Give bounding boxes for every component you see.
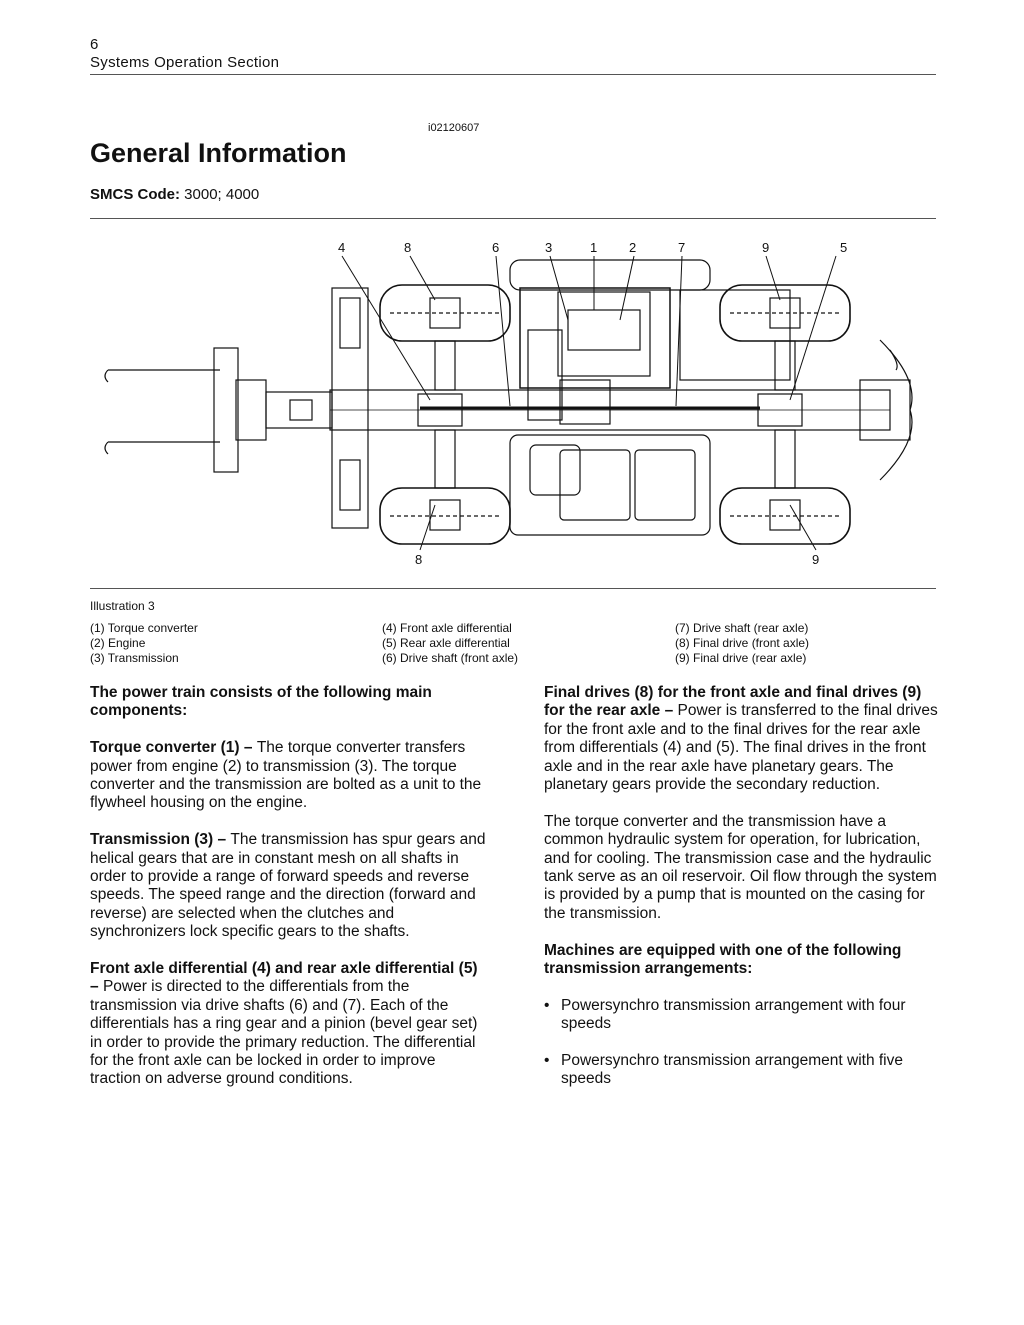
paragraph-heading: Final drives (8) for the front axle and final drives (9) for the rear axle bbox=[544, 684, 922, 720]
powertrain-illustration bbox=[90, 230, 936, 580]
page-number: 6 bbox=[90, 36, 99, 53]
legend-item: (2) Engine bbox=[90, 636, 146, 650]
section-title: Systems Operation Section bbox=[90, 54, 280, 71]
paragraph-torque-converter: Torque converter (1) – The torque converter transfers power from engine (2) to transmission (3). The torque converter and the transmission are bolted as a unit to the flywheel housing on the engine. bbox=[90, 739, 482, 812]
legend-column-2 bbox=[382, 621, 662, 666]
callout-7: 7 bbox=[678, 240, 686, 255]
smcs-label: SMCS Code: bbox=[90, 186, 180, 203]
callout-9-top: 9 bbox=[762, 240, 770, 255]
legend-item: (9) Final drive (rear axle) bbox=[675, 651, 807, 665]
title-divider bbox=[90, 218, 936, 219]
paragraph-heading: Torque converter (1) bbox=[90, 739, 240, 757]
legend-column-1 bbox=[90, 621, 370, 666]
callout-9-bottom: 9 bbox=[812, 552, 820, 567]
callout-3: 3 bbox=[545, 240, 553, 255]
smcs-code bbox=[90, 186, 259, 203]
illustration-label: Illustration 3 bbox=[90, 599, 155, 613]
paragraph-heading: Transmission (3) bbox=[90, 831, 214, 849]
callout-2: 2 bbox=[629, 240, 637, 255]
illustration-divider bbox=[90, 588, 936, 589]
transmission-arrangement-list bbox=[544, 997, 940, 1089]
callout-5: 5 bbox=[840, 240, 848, 255]
header-divider bbox=[90, 74, 936, 75]
legend-item: (4) Front axle differential bbox=[382, 621, 512, 635]
list-item: • Powersynchro transmission arrangement with five speeds bbox=[544, 1052, 903, 1088]
bullet-icon: • bbox=[544, 996, 550, 1014]
document-id: i02120607 bbox=[428, 122, 480, 134]
paragraph-hydraulic-system: The torque converter and the transmission have a common hydraulic system for operation, for lubrication, and for cooling. The transmission case and the hydraulic tank serve as an oil reservoir. Oil flow through the system is provided by a pump that is mounted on the casing for the transmission. bbox=[544, 812, 937, 922]
operator-cab bbox=[510, 435, 710, 535]
legend-item: (8) Final drive (front axle) bbox=[675, 636, 810, 650]
legend-item: (5) Rear axle differential bbox=[382, 636, 510, 650]
paragraph-transmission: Transmission (3) – The transmission has spur gears and helical gears that are in constant mesh on all shafts in order to provide a range of forward speeds and reverse speeds. The speed range and the direction (forward and reverse) are selected when the clutches and synchronizers lock specific gears to the shafts. bbox=[90, 831, 486, 941]
intro-heading: The power train consists of the following main components: bbox=[90, 684, 432, 720]
legend-item: (1) Torque converter bbox=[90, 621, 198, 635]
list-item: • Powersynchro transmission arrangement with four speeds bbox=[544, 996, 906, 1033]
rear-right-tire bbox=[720, 488, 850, 544]
right-text-column bbox=[544, 684, 940, 1107]
callout-8-top: 8 bbox=[404, 240, 412, 255]
legend-item: (3) Transmission bbox=[90, 651, 179, 665]
fork-carriage bbox=[105, 348, 332, 472]
list-heading: Machines are equipped with one of the following transmission arrangements: bbox=[544, 941, 902, 978]
rear-left-tire bbox=[720, 285, 850, 341]
callout-8-bottom: 8 bbox=[415, 552, 423, 567]
paragraph-differentials: Front axle differential (4) and rear axle differential (5) – Power is directed to the differentials from the transmission via drive shafts (6) and (7). Each of the differentials has a ring gear and a pinion (bevel gear set) in order to provide the primary reduction. The differential for the front axle can be locked in order to improve traction on adverse ground conditions. bbox=[90, 960, 478, 1088]
callout-4: 4 bbox=[338, 240, 346, 255]
paragraph-heading: Front axle differential (4) and rear axle differential (5) bbox=[90, 960, 478, 978]
front-right-tire bbox=[380, 488, 510, 544]
callout-6: 6 bbox=[492, 240, 500, 255]
paragraph-final-drives: Final drives (8) for the front axle and final drives (9) for the rear axle – Power is transferred to the final drives for the front axle and to the final drives for the rear axle from differentials (4) and (5). The final drives in the front axle and in the rear axle have planetary gears. The planetary gears provide the secondary reduction. bbox=[544, 684, 938, 794]
legend-item: (6) Drive shaft (front axle) bbox=[382, 651, 519, 665]
callout-leaders bbox=[342, 256, 836, 550]
smcs-value: 3000; 4000 bbox=[184, 186, 260, 203]
front-left-tire bbox=[380, 285, 510, 341]
left-text-column bbox=[90, 684, 488, 1107]
bullet-icon: • bbox=[544, 1052, 550, 1070]
legend-column-3 bbox=[675, 621, 955, 666]
page-title: General Information bbox=[90, 138, 347, 168]
callout-1: 1 bbox=[590, 240, 598, 255]
legend-item: (7) Drive shaft (rear axle) bbox=[675, 621, 809, 635]
